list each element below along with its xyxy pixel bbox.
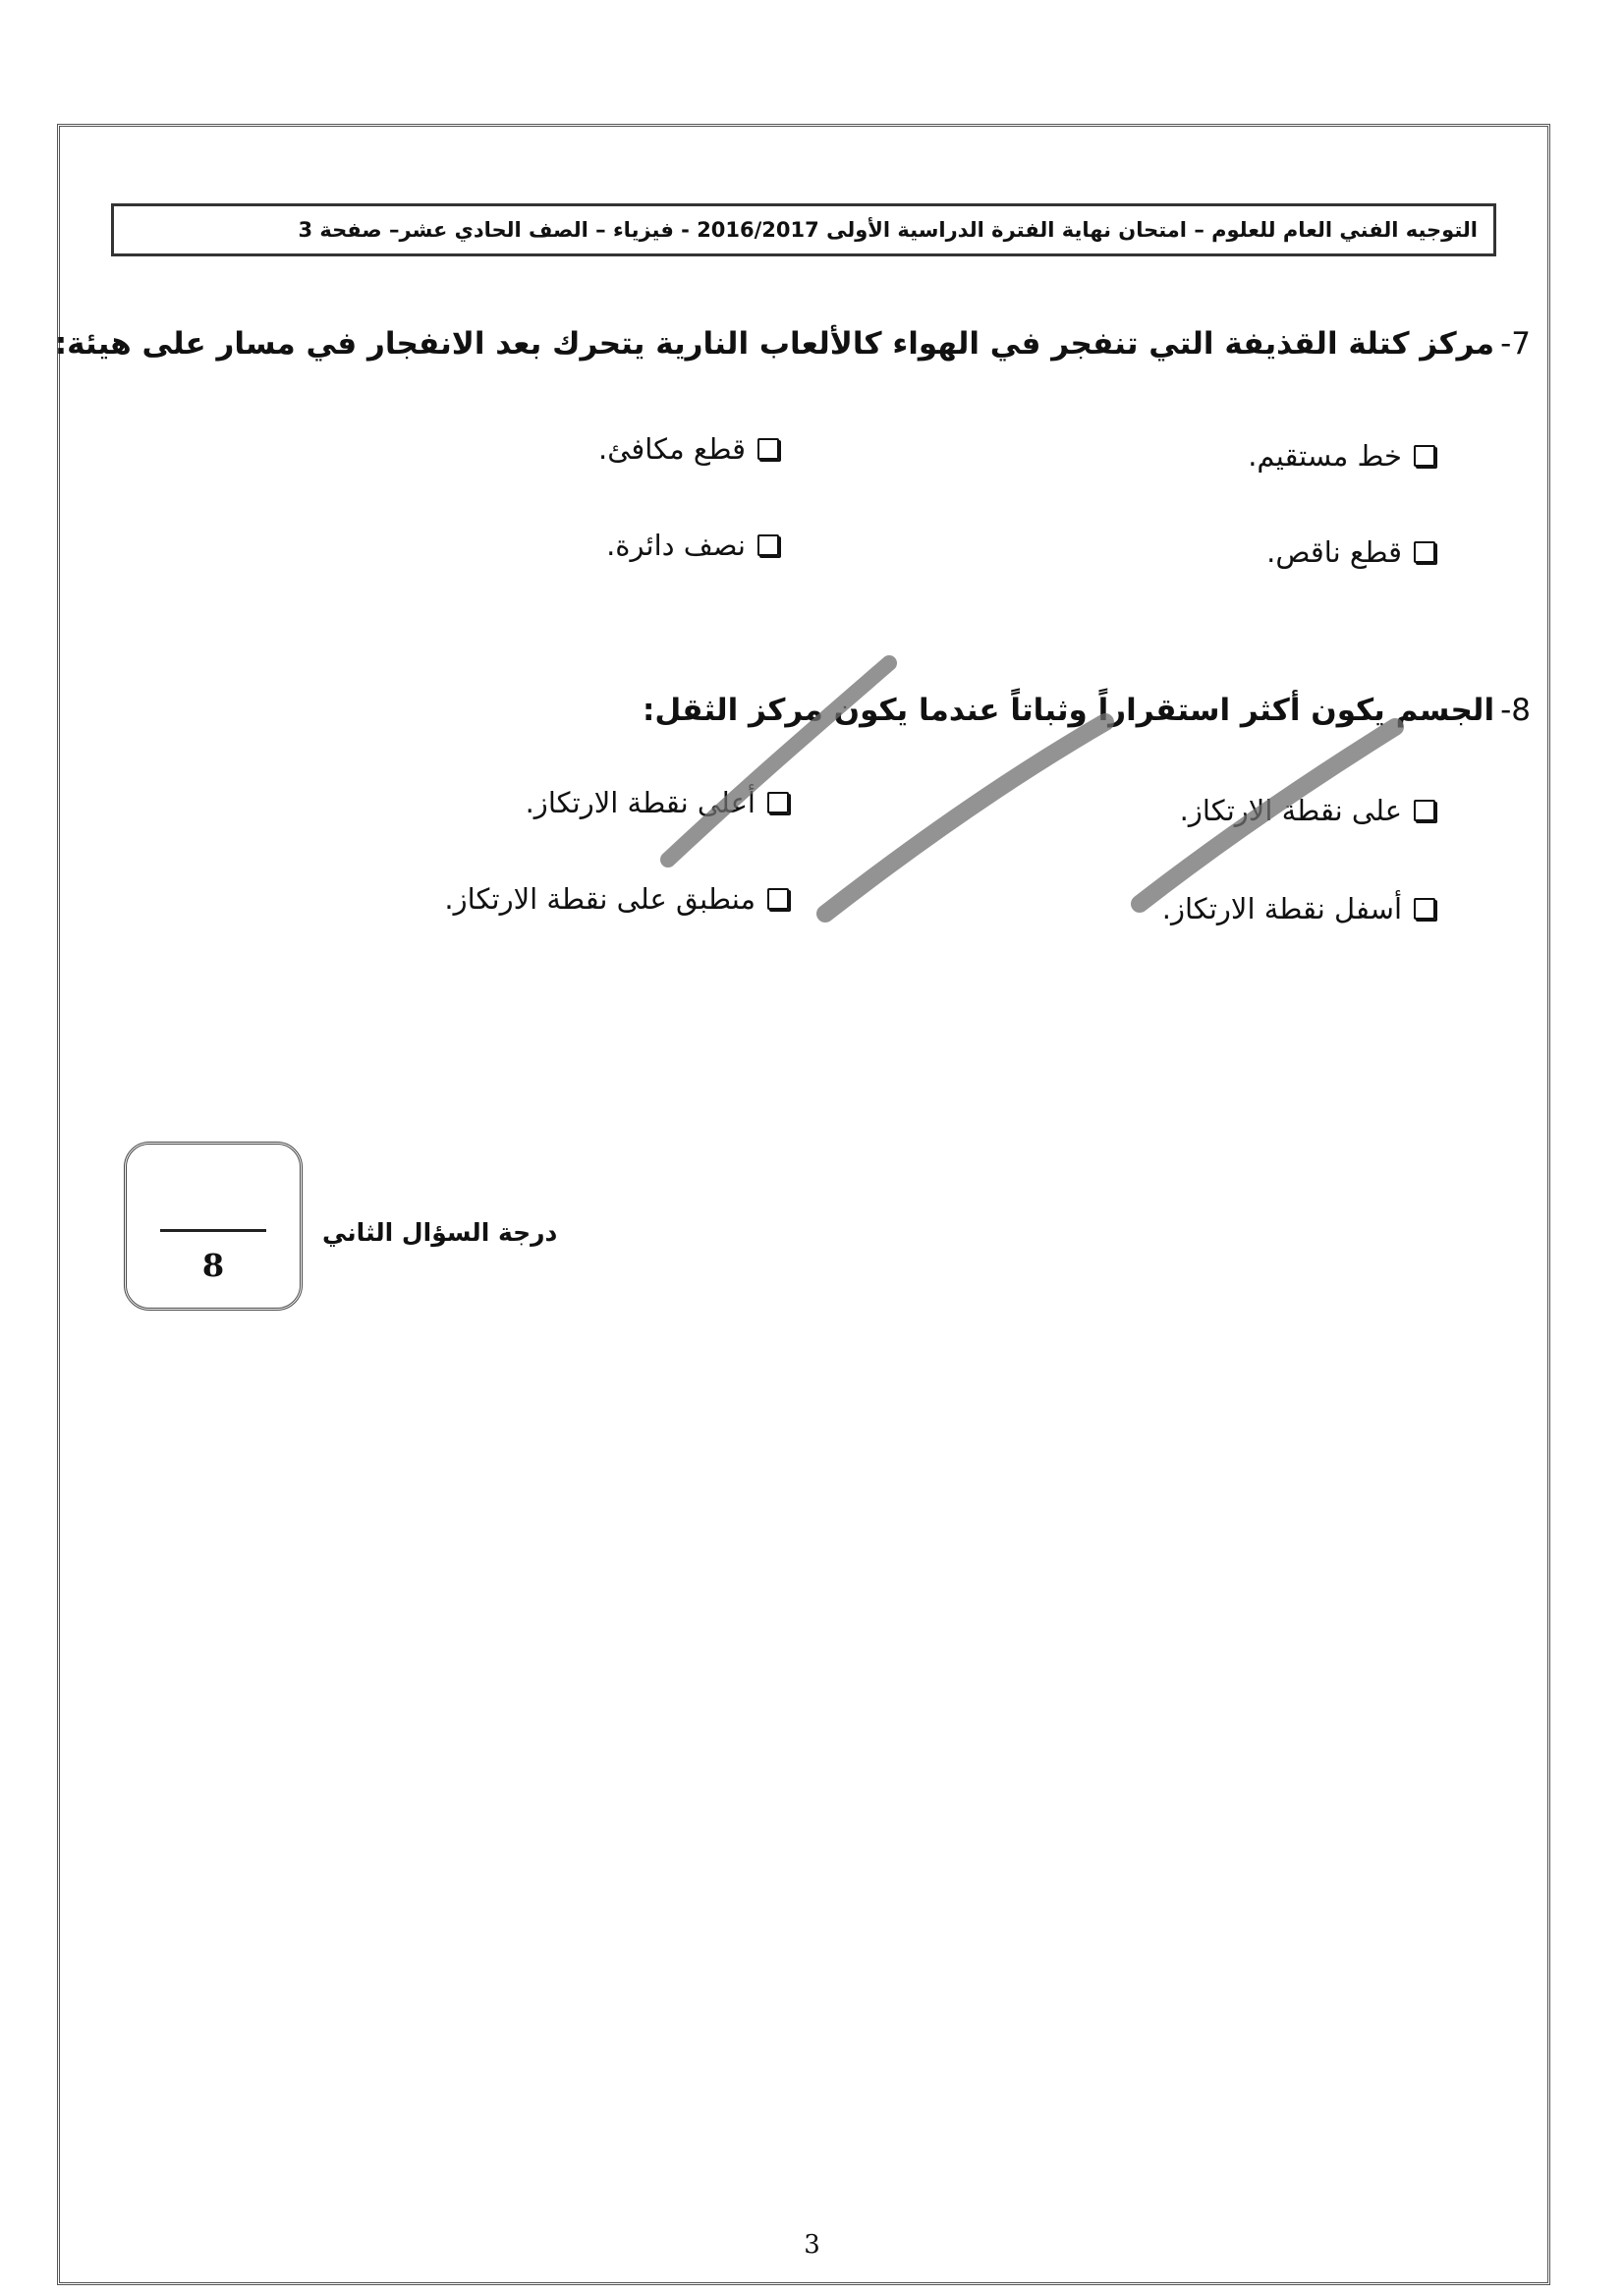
q8-option-2[interactable]: [526, 786, 789, 819]
q8-option-3[interactable]: [1162, 892, 1435, 925]
checkbox-icon[interactable]: [767, 888, 789, 910]
checkbox-icon[interactable]: [757, 534, 779, 556]
q7-option-2[interactable]: [598, 432, 779, 466]
q7-option-4[interactable]: [606, 529, 779, 562]
exam-header: [111, 203, 1496, 256]
checkbox-icon[interactable]: [1414, 541, 1435, 563]
checkbox-icon[interactable]: [1414, 800, 1435, 821]
question-8-number: 8-: [1500, 693, 1531, 728]
q7-option-3[interactable]: [1266, 535, 1435, 569]
q8-option-4-label: منطبق على نقطة الارتكاز.: [444, 882, 756, 916]
q7-option-4-label: نصف دائرة.: [606, 529, 746, 562]
q8-option-1-label: على نقطة الارتكاز.: [1179, 794, 1402, 827]
question-7-number: 7-: [1500, 326, 1531, 362]
checkbox-icon[interactable]: [767, 792, 789, 813]
score-label: درجة السؤال الثاني: [322, 1218, 558, 1247]
checkbox-icon[interactable]: [757, 438, 779, 460]
score-box: [124, 1142, 303, 1311]
q7-option-1[interactable]: [1248, 439, 1435, 473]
score-max: 8: [201, 1247, 225, 1284]
q7-option-3-label: قطع ناقص.: [1266, 535, 1402, 569]
checkbox-icon[interactable]: [1414, 898, 1435, 920]
question-8: [643, 693, 1531, 728]
q8-option-1[interactable]: [1180, 794, 1435, 827]
question-7: [55, 326, 1531, 362]
checkbox-icon[interactable]: [1414, 445, 1435, 467]
page-number: 3: [804, 2230, 820, 2260]
q7-option-1-label: خط مستقيم.: [1248, 439, 1402, 473]
question-7-text: مركز كتلة القذيفة التي تنفجر في الهواء كالألعاب النارية يتحرك بعد الانفجار في مسار على هيئة:: [54, 326, 1495, 362]
exam-header-text: التوجيه الفني العام للعلوم – امتحان نهاية الفترة الدراسية الأولى 2016/2017 - فيزياء – الصف الحادي عشر– صفحة 3: [298, 218, 1478, 242]
q7-option-2-label: قطع مكافئ.: [598, 432, 746, 466]
q8-option-4[interactable]: [444, 882, 789, 916]
q8-option-2-label: أعلى نقطة الارتكاز.: [525, 786, 756, 819]
question-8-text: الجسم يكون أكثر استقراراً وثباتاً عندما يكون مركز الثقل:: [642, 693, 1495, 728]
q8-option-3-label: أسفل نقطة الارتكاز.: [1161, 892, 1402, 925]
score-divider: [160, 1229, 266, 1232]
